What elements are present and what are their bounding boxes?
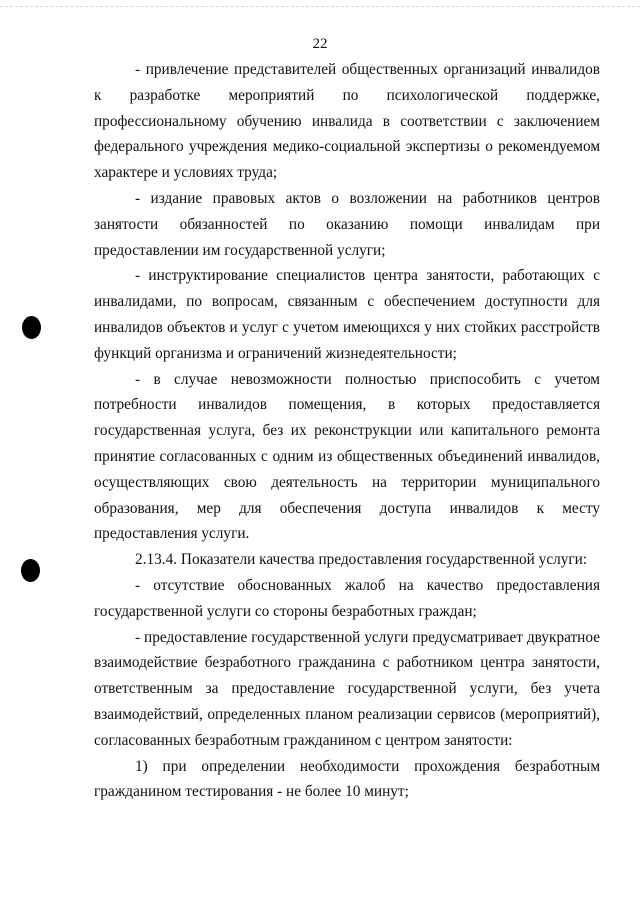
paragraph-instruction: - инструктирование специалистов центра занятости, работающих с инвалидами, по вопросам, связанным с обеспечением доступности для инвалидов объектов и услуг с учетом имеющихся у них стойких расстройств функций организма и ограничений жизнедеятельности; — [94, 267, 600, 362]
paragraph-no-complaints: - отсутствие обоснованных жалоб на качество предоставления государственной услуги со стороны безработных граждан; — [94, 576, 600, 620]
paragraph-legal-acts: - издание правовых актов о возложении на работников центров занятости обязанностей по оказанию помощи инвалидам при предоставлении им государственной услуги; — [94, 189, 600, 259]
paragraph-accessibility-measures: - в случае невозможности полностью приспособить с учетом потребности инвалидов помещения, в которых предоставляется государственная услуга, без их реконструкции или капитального ремонта принятие согласованных с одним из общественных объединений инвалидов, осуществляющих свою деятельность на территории муниципального образования, мер для обеспечения доступа инвалидов к месту предоставления услуги. — [94, 370, 600, 543]
punch-hole-mark — [21, 559, 40, 582]
page-number: 22 — [312, 36, 328, 52]
scan-edge-line — [0, 6, 640, 7]
paragraph-public-organizations: - привлечение представителей общественных организаций инвалидов к разработке мероприятий по психологической поддержке, профессиональному обучению инвалида в соответствии с заключением федерального учреждения медико-социальной экспертизы о рекомендуемом характере и условиях труда; — [94, 61, 600, 182]
document-body — [94, 57, 600, 805]
punch-hole-mark — [22, 316, 41, 339]
paragraph-interaction: - предоставление государственной услуги предусматривает двукратное взаимодействие безработного гражданина с работником центра занятости, ответственным за предоставление государственной услуги, без учета взаимодействий, определенных планом реализации сервисов (мероприятий), согласованных безработным гражданином с центром занятости: — [94, 628, 600, 749]
section-heading-quality-indicators: 2.13.4. Показатели качества предоставления государственной услуги: — [135, 551, 588, 569]
paragraph-testing-time: 1) при определении необходимости прохождения безработным гражданином тестирования - не более 10 минут; — [94, 757, 600, 801]
